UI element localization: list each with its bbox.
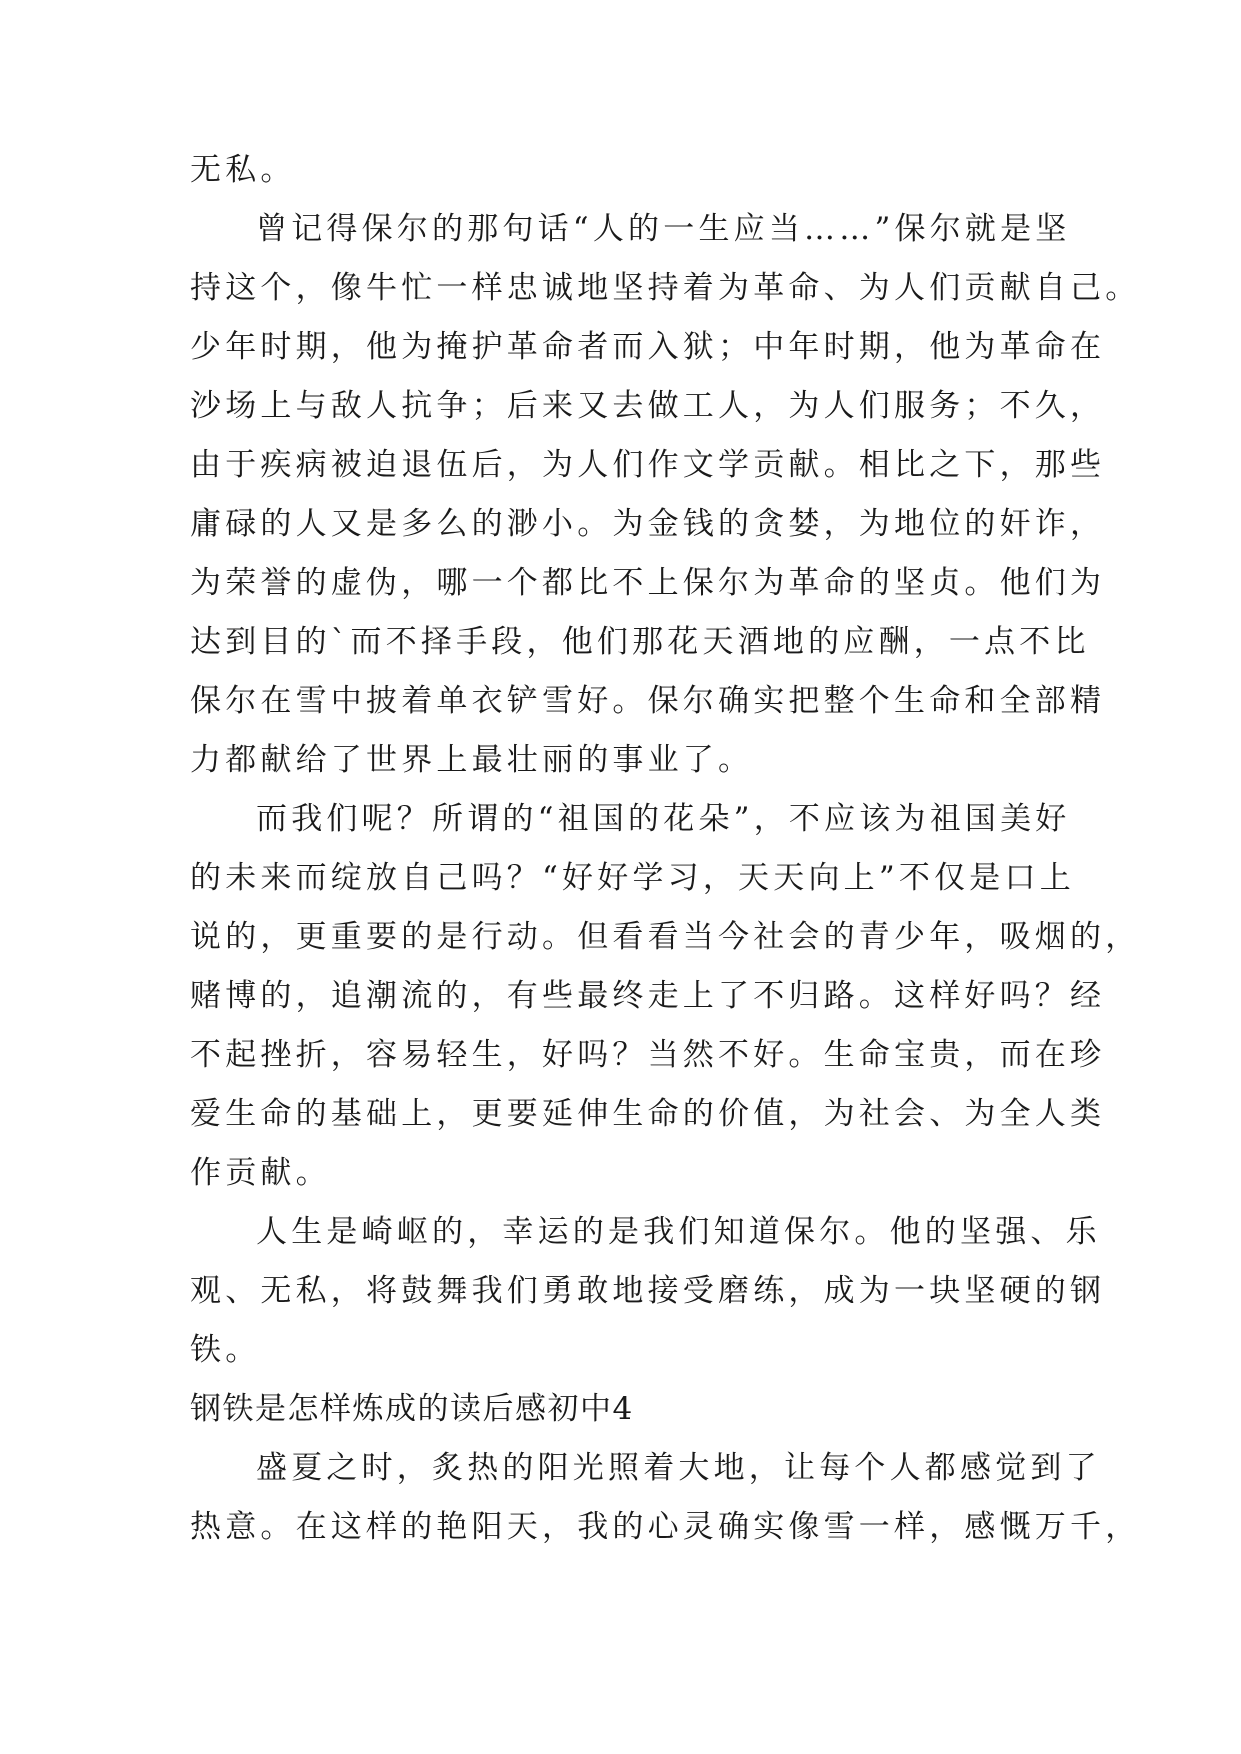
paragraph-line: 赌博的，追潮流的，有些最终走上了不归路。这样好吗？经 [190, 978, 1106, 1014]
paragraph-line: 达到目的`而不择手段，他们那花天酒地的应酬，一点不比 [190, 624, 1090, 660]
paragraph-line: 不起挫折，容易轻生，好吗？当然不好。生命宝贵，而在珍 [190, 1037, 1106, 1073]
paragraph-line: 无私。 [190, 152, 296, 188]
paragraph-line: 沙场上与敌人抗争；后来又去做工人，为人们服务；不久， [190, 388, 1106, 424]
paragraph-line: 少年时期，他为掩护革命者而入狱；中年时期，他为革命在 [190, 329, 1106, 365]
paragraph-line: 热意。在这样的艳阳天，我的心灵确实像雪一样，感慨万千， [190, 1509, 1141, 1545]
paragraph-line: 人生是崎岖的，幸运的是我们知道保尔。他的坚强、乐 [256, 1214, 1101, 1250]
paragraph-line: 曾记得保尔的那句话“人的一生应当……”保尔就是坚 [256, 211, 1071, 247]
paragraph-line: 而我们呢？所谓的“祖国的花朵”，不应该为祖国美好 [256, 801, 1071, 837]
paragraph-line: 观、无私，将鼓舞我们勇敢地接受磨练，成为一块坚硬的钢 [190, 1273, 1106, 1309]
paragraph-line: 作贡献。 [190, 1155, 331, 1191]
paragraph-line: 铁。 [190, 1332, 261, 1368]
paragraph-line: 为荣誉的虚伪，哪一个都比不上保尔为革命的坚贞。他们为 [190, 565, 1106, 601]
paragraph-line: 爱生命的基础上，更要延伸生命的价值，为社会、为全人类 [190, 1096, 1106, 1132]
paragraph-line: 力都献给了世界上最壮丽的事业了。 [190, 742, 754, 778]
paragraph-line: 的未来而绽放自己吗？“好好学习，天天向上”不仅是口上 [190, 860, 1075, 896]
paragraph-line: 盛夏之时，炙热的阳光照着大地，让每个人都感觉到了 [256, 1450, 1101, 1486]
paragraph-line: 持这个，像牛忙一样忠诚地坚持着为革命、为人们贡献自己。 [190, 270, 1141, 306]
paragraph-line: 由于疾病被迫退伍后，为人们作文学贡献。相比之下，那些 [190, 447, 1106, 483]
paragraph-line: 庸碌的人又是多么的渺小。为金钱的贪婪，为地位的奸诈， [190, 506, 1106, 542]
paragraph-line: 说的，更重要的是行动。但看看当今社会的青少年，吸烟的， [190, 919, 1141, 955]
paragraph-line: 保尔在雪中披着单衣铲雪好。保尔确实把整个生命和全部精 [190, 683, 1106, 719]
section-heading: 钢铁是怎样炼成的读后感初中4 [190, 1391, 634, 1427]
